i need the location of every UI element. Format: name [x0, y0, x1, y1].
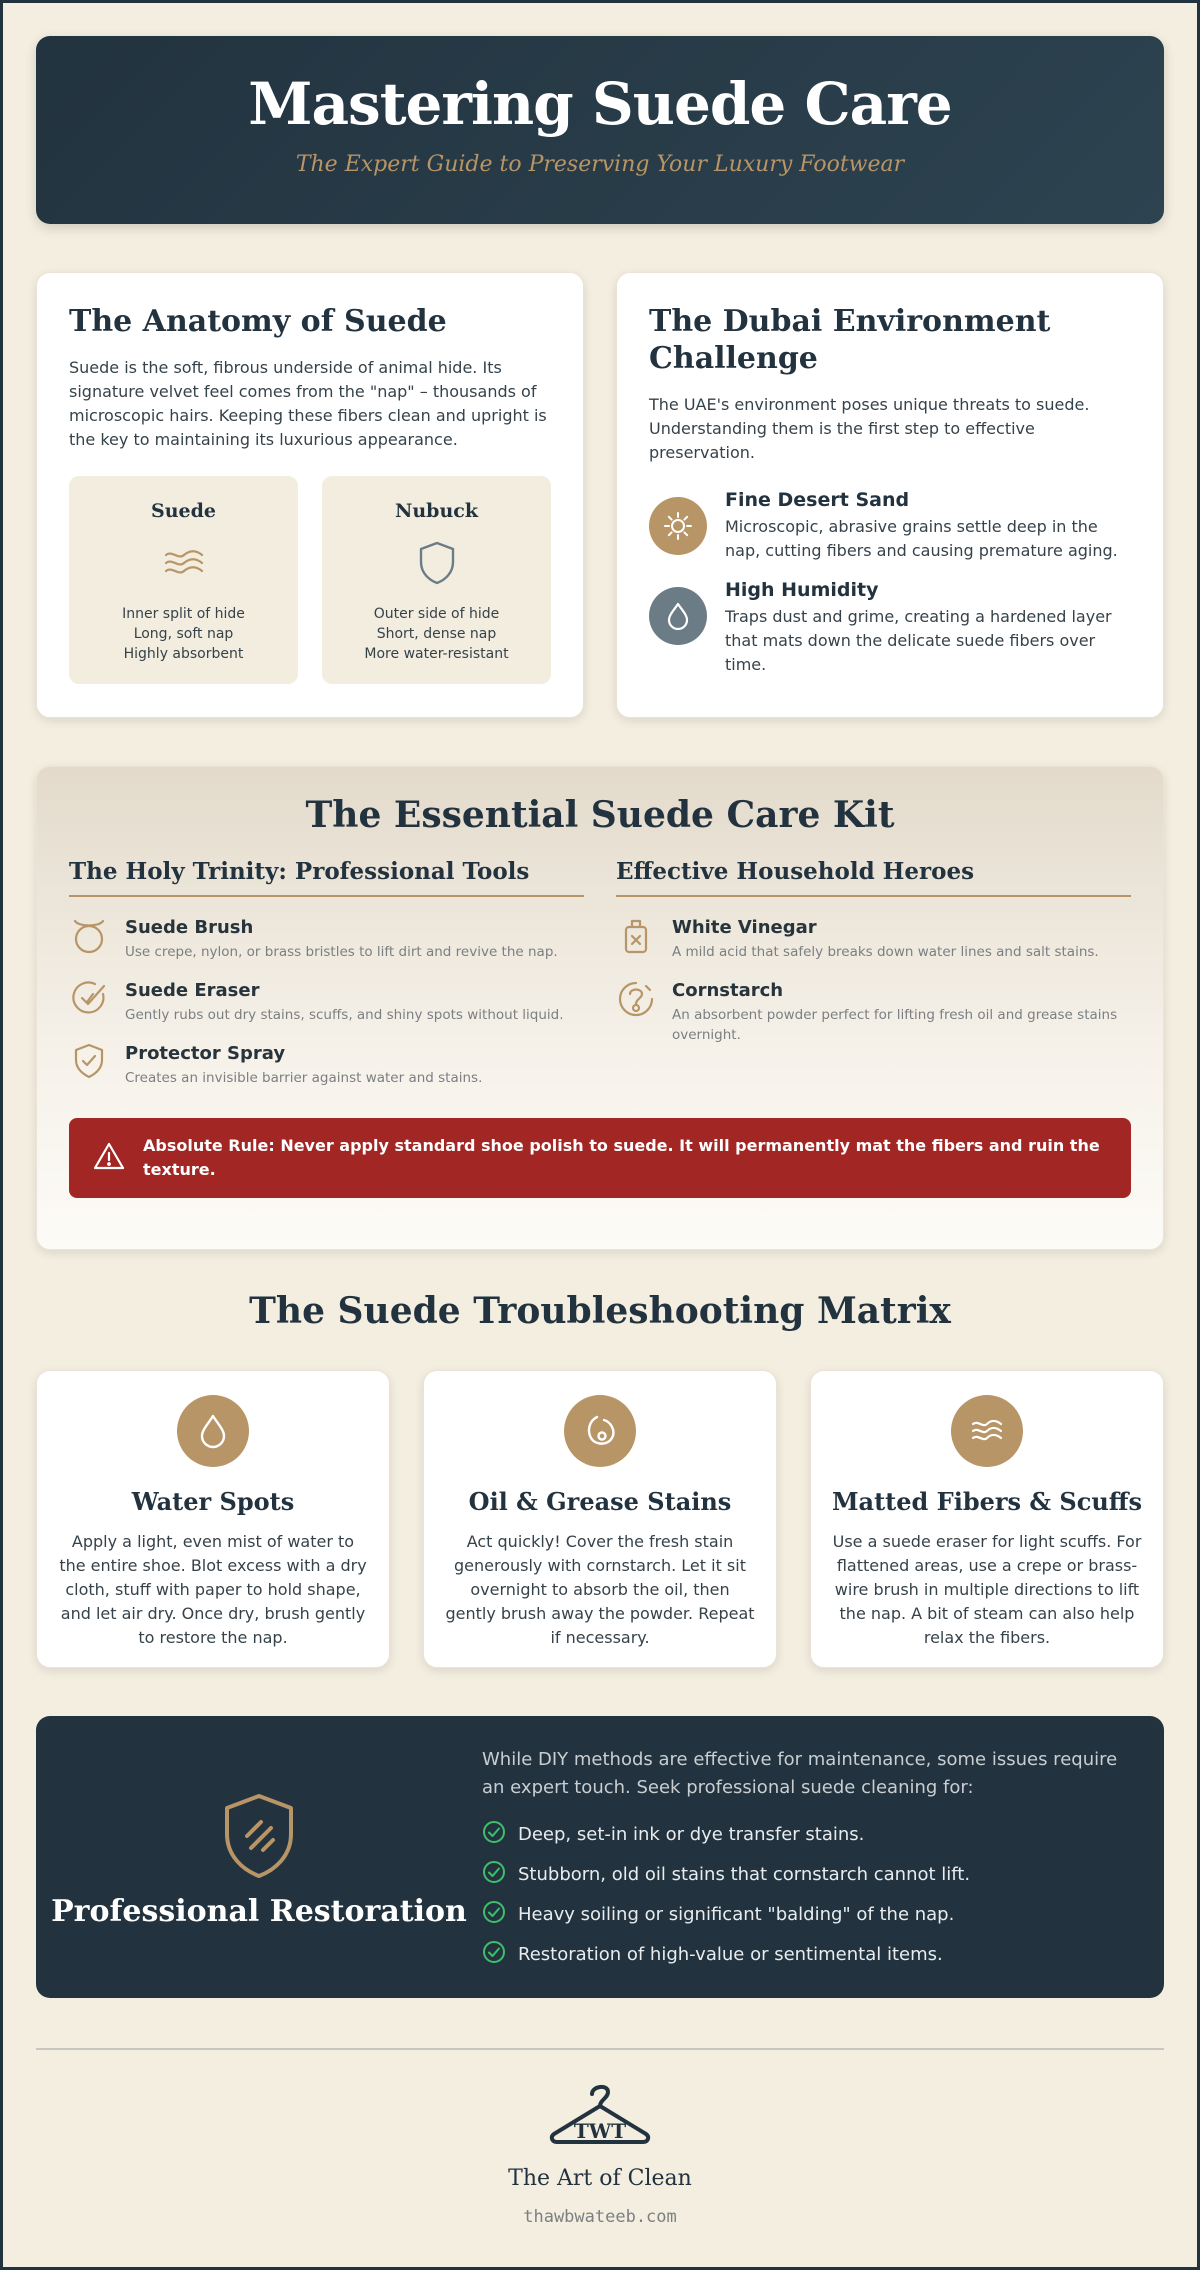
warning-banner: [69, 1118, 1131, 1198]
kit-item-desc: Gently rubs out dry stains, scuffs, and shiny spots without liquid.: [125, 1007, 564, 1023]
material-comparison: [69, 476, 551, 684]
shield-slash-icon: [221, 1865, 297, 1884]
kit-item-desc: An absorbent powder perfect for lifting fresh oil and grease stains overnight.: [672, 1007, 1118, 1043]
compare-line: Short, dense nap: [376, 626, 497, 642]
kit-item-desc: A mild acid that safely breaks down water lines and salt stains.: [672, 944, 1099, 960]
threat-item: [649, 489, 1131, 563]
brand-name: The Art of Clean: [508, 2166, 692, 2191]
page-subtitle: The Expert Guide to Preserving Your Luxury Footwear: [295, 152, 905, 177]
matrix-card-title: Matted Fibers & Scuffs: [831, 1487, 1143, 1516]
compare-line: Highly absorbent: [123, 646, 244, 662]
professional-title: Professional Restoration: [51, 1894, 467, 1929]
household-column: [616, 858, 1131, 1088]
oil-drop-icon: [564, 1395, 636, 1467]
matrix-card-desc: Act quickly! Cover the fresh stain generously with cornstarch. Let it sit overnight to absorb the oil, then gently brush away the powder. Repeat if necessary.: [445, 1532, 755, 1647]
matrix-card-oil: [423, 1370, 777, 1668]
threat-desc: Microscopic, abrasive grains settle deep in the nap, cutting fibers and causing premature aging.: [725, 517, 1118, 560]
page-title: Mastering Suede Care: [248, 70, 952, 138]
list-item-text: Restoration of high-value or sentimental items.: [518, 1943, 943, 1965]
powder-icon: [616, 980, 656, 1020]
matrix-card-title: Oil & Grease Stains: [468, 1487, 732, 1516]
kit-item-title: Suede Brush: [125, 917, 254, 938]
check-circle-icon: [482, 1820, 506, 1848]
brush-icon: [69, 917, 109, 957]
kit-item-desc: Creates an invisible barrier against water and stains.: [125, 1070, 483, 1086]
droplet-icon: [177, 1395, 249, 1467]
matrix-title: The Suede Troubleshooting Matrix: [249, 1290, 951, 1332]
shield-check-icon: [69, 1043, 109, 1083]
list-item: [482, 1854, 1134, 1894]
tools-column: [69, 858, 584, 1088]
household-heading: Effective Household Heroes: [616, 858, 1131, 897]
compare-line: Inner split of hide: [122, 606, 245, 622]
list-item-text: Heavy soiling or significant "balding" of the nap.: [518, 1903, 955, 1925]
professional-list: [482, 1814, 1134, 1974]
anatomy-text: Suede is the soft, fibrous underside of animal hide. Its signature velvet feel comes from the "nap" – thousands of microscopic hairs. Keeping these fibers clean and upright is the key to maintaining its luxurious appearance.: [69, 358, 547, 449]
check-circle-icon: [482, 1860, 506, 1888]
kit-item-title: Suede Eraser: [125, 980, 260, 1001]
check-circle-icon: [482, 1900, 506, 1928]
threat-title: Fine Desert Sand: [725, 489, 910, 511]
sun-icon: [649, 497, 707, 555]
logo-text: TWT: [573, 2119, 627, 2143]
compare-line: Long, soft nap: [133, 626, 234, 642]
anatomy-card: [36, 272, 584, 718]
threat-item: [649, 579, 1131, 677]
threat-title: High Humidity: [725, 579, 879, 601]
professional-intro: While DIY methods are effective for maintenance, some issues require an expert touch. Seek professional suede cleaning for:: [482, 1749, 1118, 1798]
kit-item-desc: Use crepe, nylon, or brass bristles to lift dirt and revive the nap.: [125, 944, 558, 960]
warning-text: Absolute Rule: Never apply standard shoe polish to suede. It will permanently mat the fibers and ruin the texture.: [143, 1136, 1100, 1179]
dubai-title: The Dubai Environment Challenge: [649, 304, 1051, 376]
compare-line: Outer side of hide: [373, 606, 500, 622]
list-item: [482, 1934, 1134, 1974]
kit-item: [69, 980, 584, 1025]
tools-heading: The Holy Trinity: Professional Tools: [69, 858, 584, 897]
kit-item-title: Cornstarch: [672, 980, 784, 1001]
waves-icon: [951, 1395, 1023, 1467]
compare-title: Nubuck: [394, 500, 478, 522]
hanger-logo-icon: [0, 2080, 1200, 2150]
kit-item-title: Protector Spray: [125, 1043, 286, 1064]
care-kit-card: [36, 766, 1164, 1250]
compare-line: More water-resistant: [364, 646, 509, 662]
kit-item: [69, 917, 584, 962]
kit-item: [616, 917, 1131, 962]
dubai-card: [616, 272, 1164, 718]
matrix-card-matted: [810, 1370, 1164, 1668]
footer: [0, 2080, 1200, 2227]
dubai-text: The UAE's environment poses unique threats to suede. Understanding them is the first step to effective preservation.: [649, 395, 1090, 462]
warning-icon: [93, 1141, 125, 1175]
bottle-icon: [616, 917, 656, 957]
eraser-icon: [69, 980, 109, 1020]
matrix-card-desc: Use a suede eraser for light scuffs. For flattened areas, use a crepe or brass-wire brush in multiple directions to lift the nap. A bit of steam can also help relax the fibers.: [832, 1532, 1142, 1647]
waves-icon: [69, 536, 298, 590]
check-circle-icon: [482, 1940, 506, 1968]
website-link[interactable]: thawbwateeb.com: [523, 2207, 677, 2227]
compare-nubuck: [322, 476, 551, 684]
professional-restoration-panel: [36, 1716, 1164, 1998]
kit-title: The Essential Suede Care Kit: [305, 794, 895, 836]
shield-icon: [322, 536, 551, 590]
compare-title: Suede: [151, 500, 216, 522]
matrix-card-title: Water Spots: [131, 1487, 295, 1516]
matrix-card-desc: Apply a light, even mist of water to the entire shoe. Blot excess with a dry cloth, stuff with paper to hold shape, and let air dry. Once dry, brush gently to restore the nap.: [59, 1532, 367, 1647]
hero-header: [36, 36, 1164, 224]
list-item: [482, 1894, 1134, 1934]
list-item-text: Stubborn, old oil stains that cornstarch cannot lift.: [518, 1863, 971, 1885]
list-item-text: Deep, set-in ink or dye transfer stains.: [518, 1823, 865, 1845]
anatomy-title: The Anatomy of Suede: [69, 304, 447, 339]
footer-divider: [36, 2048, 1164, 2050]
threat-desc: Traps dust and grime, creating a hardened layer that mats down the delicate suede fibers over time.: [725, 607, 1112, 674]
matrix-card-water: [36, 1370, 390, 1668]
kit-item: [69, 1043, 584, 1088]
compare-suede: [69, 476, 298, 684]
droplet-icon: [649, 587, 707, 645]
list-item: [482, 1814, 1134, 1854]
kit-item: [616, 980, 1131, 1045]
kit-item-title: White Vinegar: [672, 917, 817, 938]
